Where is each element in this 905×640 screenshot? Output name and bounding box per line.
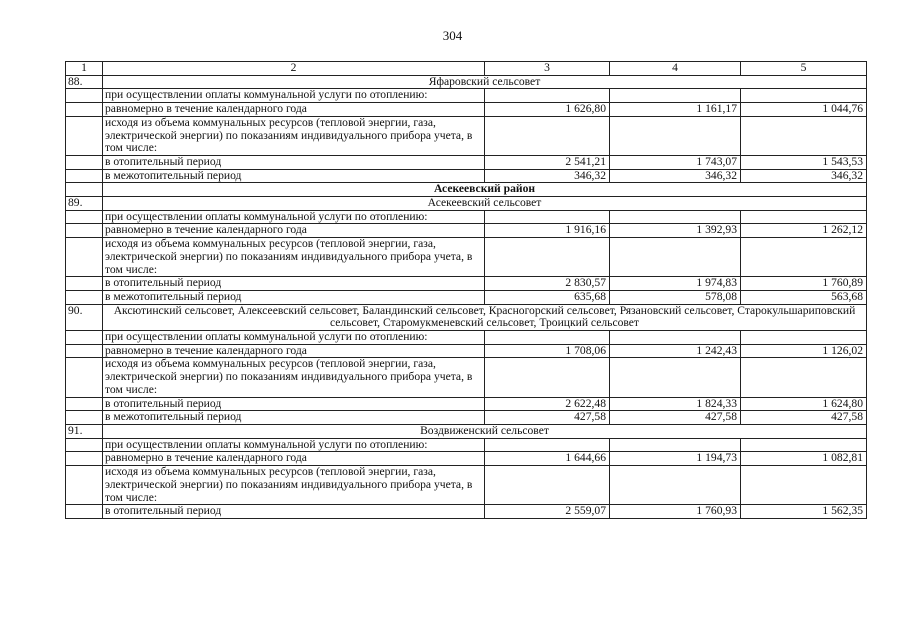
value-empty <box>610 438 741 452</box>
row-label: равномерно в течение календарного года <box>103 452 485 466</box>
row-label: в отопительный период <box>103 505 485 519</box>
value-col5: 346,32 <box>741 169 867 183</box>
value-empty <box>485 358 610 397</box>
row-label: при осуществлении оплаты коммунальной услуги по отоплению: <box>103 438 485 452</box>
value-empty <box>485 89 610 103</box>
row-label: исходя из объема коммунальных ресурсов (тепловой энергии, газа, электрической энергии) по показаниям индивидуального прибора учета, в том числе: <box>103 358 485 397</box>
table-row <box>66 505 867 519</box>
table-row <box>66 103 867 117</box>
row-number-empty <box>66 183 103 197</box>
value-col5: 1 760,89 <box>741 277 867 291</box>
value-col4: 1 824,33 <box>610 397 741 411</box>
value-empty <box>610 358 741 397</box>
row-label: равномерно в течение календарного года <box>103 224 485 238</box>
value-col3: 1 626,80 <box>485 103 610 117</box>
value-col3: 427,58 <box>485 411 610 425</box>
row-number-empty <box>66 238 103 277</box>
value-col5: 1 082,81 <box>741 452 867 466</box>
value-empty <box>485 210 610 224</box>
row-number-empty <box>66 358 103 397</box>
row-number-empty <box>66 344 103 358</box>
page-number: 304 <box>442 28 463 43</box>
table-row <box>66 438 867 452</box>
column-number-row <box>66 62 867 76</box>
value-empty <box>741 466 867 505</box>
row-number-empty <box>66 277 103 291</box>
row-number-empty <box>66 169 103 183</box>
row-label: в межотопительный период <box>103 411 485 425</box>
value-col5: 1 624,80 <box>741 397 867 411</box>
section-header-row <box>66 197 867 211</box>
row-label: в межотопительный период <box>103 290 485 304</box>
row-label: исходя из объема коммунальных ресурсов (тепловой энергии, газа, электрической энергии) по показаниям индивидуального прибора учета, в том числе: <box>103 238 485 277</box>
row-label: в отопительный период <box>103 397 485 411</box>
value-col3: 2 559,07 <box>485 505 610 519</box>
row-number-empty <box>66 210 103 224</box>
row-number-empty <box>66 116 103 155</box>
table-row <box>66 210 867 224</box>
row-number-empty <box>66 452 103 466</box>
value-col5: 1 126,02 <box>741 344 867 358</box>
tariff-table-body <box>66 62 867 519</box>
row-number-empty <box>66 224 103 238</box>
table-row <box>66 238 867 277</box>
value-col3: 1 916,16 <box>485 224 610 238</box>
value-col4: 1 392,93 <box>610 224 741 238</box>
value-col5: 1 044,76 <box>741 103 867 117</box>
value-col5: 1 543,53 <box>741 155 867 169</box>
row-label: при осуществлении оплаты коммунальной услуги по отоплению: <box>103 210 485 224</box>
value-empty <box>610 238 741 277</box>
row-number-empty <box>66 466 103 505</box>
value-col4: 578,08 <box>610 290 741 304</box>
value-col4: 1 242,43 <box>610 344 741 358</box>
table-row <box>66 290 867 304</box>
value-col4: 1 974,83 <box>610 277 741 291</box>
value-empty <box>741 358 867 397</box>
value-empty <box>485 466 610 505</box>
row-number-empty <box>66 331 103 345</box>
value-col4: 427,58 <box>610 411 741 425</box>
column-number: 4 <box>610 62 741 76</box>
value-col3: 1 708,06 <box>485 344 610 358</box>
section-title: Яфаровский сельсовет <box>103 75 867 89</box>
value-empty <box>741 89 867 103</box>
column-number: 2 <box>103 62 485 76</box>
section-title: Воздвиженский сельсовет <box>103 424 867 438</box>
value-empty <box>741 238 867 277</box>
value-col3: 2 541,21 <box>485 155 610 169</box>
value-empty <box>610 466 741 505</box>
section-title: Асекеевский сельсовет <box>103 197 867 211</box>
table-row <box>66 466 867 505</box>
value-col5: 1 262,12 <box>741 224 867 238</box>
row-label: равномерно в течение календарного года <box>103 344 485 358</box>
value-empty <box>485 116 610 155</box>
row-label: в межотопительный период <box>103 169 485 183</box>
row-number-empty <box>66 438 103 452</box>
value-empty <box>610 210 741 224</box>
row-number-empty <box>66 397 103 411</box>
district-header-row <box>66 183 867 197</box>
row-label: в отопительный период <box>103 155 485 169</box>
row-number: 91. <box>66 424 103 438</box>
table-row <box>66 116 867 155</box>
table-row <box>66 89 867 103</box>
row-number-empty <box>66 155 103 169</box>
column-number: 1 <box>66 62 103 76</box>
row-number: 89. <box>66 197 103 211</box>
value-empty <box>485 438 610 452</box>
row-label: в отопительный период <box>103 277 485 291</box>
value-col5: 1 562,35 <box>741 505 867 519</box>
value-empty <box>485 331 610 345</box>
value-col4: 1 760,93 <box>610 505 741 519</box>
row-label: при осуществлении оплаты коммунальной услуги по отоплению: <box>103 331 485 345</box>
table-row <box>66 397 867 411</box>
section-header-row <box>66 75 867 89</box>
value-empty <box>741 116 867 155</box>
value-empty <box>741 331 867 345</box>
value-col4: 1 743,07 <box>610 155 741 169</box>
table-row <box>66 155 867 169</box>
value-empty <box>741 438 867 452</box>
row-label: исходя из объема коммунальных ресурсов (тепловой энергии, газа, электрической энергии) по показаниям индивидуального прибора учета, в том числе: <box>103 466 485 505</box>
value-col4: 1 161,17 <box>610 103 741 117</box>
value-col3: 2 622,48 <box>485 397 610 411</box>
value-col5: 427,58 <box>741 411 867 425</box>
row-number: 88. <box>66 75 103 89</box>
row-number-empty <box>66 103 103 117</box>
section-header-row <box>66 304 867 330</box>
district-title: Асекеевский район <box>103 183 867 197</box>
tariff-table <box>65 61 867 519</box>
section-header-row <box>66 424 867 438</box>
table-row <box>66 277 867 291</box>
table-row <box>66 452 867 466</box>
section-title: Аксютинский сельсовет, Алексеевский сельсовет, Баландинский сельсовет, Красногорский сельсовет, Рязановский сельсовет, Старокульшариповский сельсовет, Старомукменевский сельсовет, Троицкий сельсовет <box>103 304 867 330</box>
value-col3: 346,32 <box>485 169 610 183</box>
value-col4: 1 194,73 <box>610 452 741 466</box>
column-number: 5 <box>741 62 867 76</box>
row-number-empty <box>66 89 103 103</box>
table-row <box>66 411 867 425</box>
row-label: равномерно в течение календарного года <box>103 103 485 117</box>
table-row <box>66 169 867 183</box>
value-empty <box>610 89 741 103</box>
column-number: 3 <box>485 62 610 76</box>
row-label: при осуществлении оплаты коммунальной услуги по отоплению: <box>103 89 485 103</box>
table-row <box>66 358 867 397</box>
row-number-empty <box>66 505 103 519</box>
table-row <box>66 331 867 345</box>
value-empty <box>610 116 741 155</box>
row-number-empty <box>66 411 103 425</box>
value-empty <box>741 210 867 224</box>
row-number-empty <box>66 290 103 304</box>
row-number: 90. <box>66 304 103 330</box>
value-empty <box>485 238 610 277</box>
row-label: исходя из объема коммунальных ресурсов (тепловой энергии, газа, электрической энергии) по показаниям индивидуального прибора учета, в том числе: <box>103 116 485 155</box>
value-col5: 563,68 <box>741 290 867 304</box>
table-row <box>66 344 867 358</box>
value-col4: 346,32 <box>610 169 741 183</box>
value-col3: 2 830,57 <box>485 277 610 291</box>
value-col3: 1 644,66 <box>485 452 610 466</box>
table-row <box>66 224 867 238</box>
value-col3: 635,68 <box>485 290 610 304</box>
value-empty <box>610 331 741 345</box>
